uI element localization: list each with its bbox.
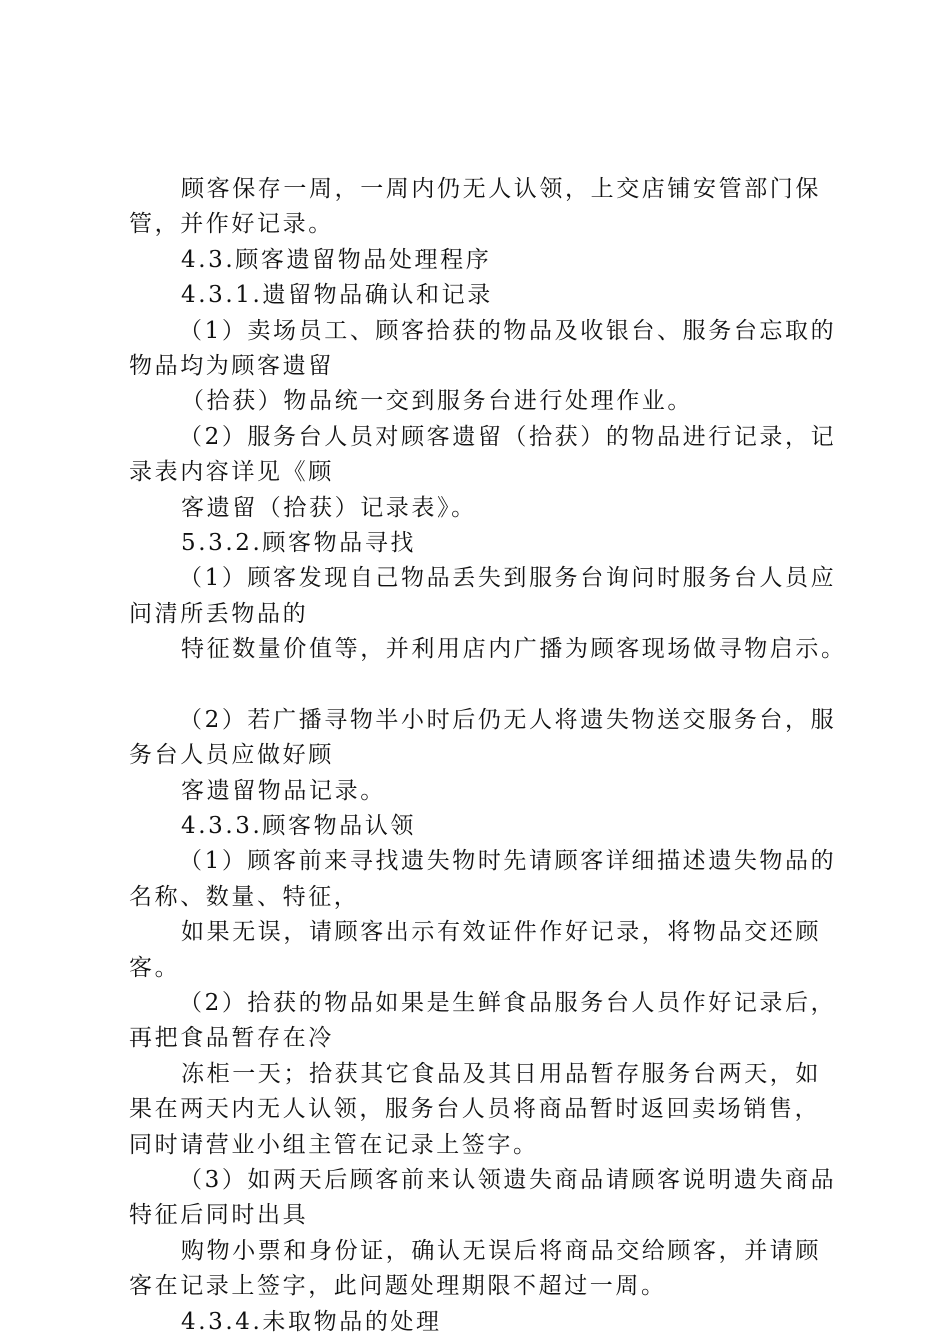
paragraph-line: 管，并作好记录。 (129, 211, 334, 238)
paragraph-line: 客遗留物品记录。 (181, 777, 386, 804)
subsection-heading: 4.3.4.未取物品的处理 (181, 1308, 442, 1335)
paragraph-line: 冻柜一天；拾获其它食品及其日用品暂存服务台两天，如 (181, 1060, 821, 1087)
paragraph-line: （3）如两天后顾客前来认领遗失商品请顾客说明遗失商品 (179, 1166, 837, 1193)
paragraph-line: 顾客保存一周，一周内仍无人认领，上交店铺安管部门保 (181, 176, 821, 202)
paragraph-line: 再把食品暂存在冷 (129, 1025, 334, 1052)
paragraph-line: （2）拾获的物品如果是生鲜食品服务台人员作好记录后， (179, 989, 837, 1016)
paragraph-line: （2）若广播寻物半小时后仍无人将遗失物送交服务台，服 (179, 706, 837, 733)
paragraph-line: 购物小票和身份证，确认无误后将商品交给顾客，并请顾 (181, 1237, 821, 1264)
paragraph-line: 特征数量价值等，并利用店内广播为顾客现场做寻物启示。 (181, 636, 847, 663)
paragraph-line: 问清所丢物品的 (129, 600, 309, 627)
subsection-heading: 4.3.1.遗留物品确认和记录 (181, 282, 493, 309)
paragraph-line: （1）顾客发现自己物品丢失到服务台询问时服务台人员应 (179, 565, 837, 592)
paragraph-line: 特征后同时出具 (129, 1202, 309, 1229)
paragraph-line: 客遗留（拾获）记录表》。 (181, 494, 477, 521)
paragraph-line: 客。 (129, 954, 181, 981)
subsection-heading: 5.3.2.顾客物品寻找 (181, 529, 417, 556)
paragraph-line: 同时请营业小组主管在记录上签字。 (129, 1131, 539, 1158)
document-body (129, 172, 847, 1340)
paragraph-line: 名称、数量、特征， (129, 883, 360, 910)
subsection-heading: 4.3.3.顾客物品认领 (181, 813, 417, 840)
paragraph-line: 如果无误，请顾客出示有效证件作好记录，将物品交还顾 (181, 919, 821, 946)
paragraph-line: （拾获）物品统一交到服务台进行处理作业。 (181, 388, 693, 415)
paragraph-line: 客在记录上签字，此问题处理期限不超过一周。 (129, 1273, 667, 1300)
paragraph-line: 果在两天内无人认领，服务台人员将商品暂时返回卖场销售， (129, 1096, 821, 1123)
paragraph-line: （2）服务台人员对顾客遗留（拾获）的物品进行记录，记 (179, 423, 837, 450)
section-heading: 4.3.顾客遗留物品处理程序 (181, 246, 492, 273)
paragraph-line: 务台人员应做好顾 (129, 742, 334, 769)
paragraph-line: 物品均为顾客遗留 (129, 352, 334, 379)
paragraph-line: （1）卖场员工、顾客拾获的物品及收银台、服务台忘取的 (179, 317, 837, 344)
paragraph-line: 录表内容详见《顾 (129, 459, 334, 486)
blank-line (129, 667, 841, 702)
paragraph-line: （1）顾客前来寻找遗失物时先请顾客详细描述遗失物品的 (179, 848, 837, 875)
